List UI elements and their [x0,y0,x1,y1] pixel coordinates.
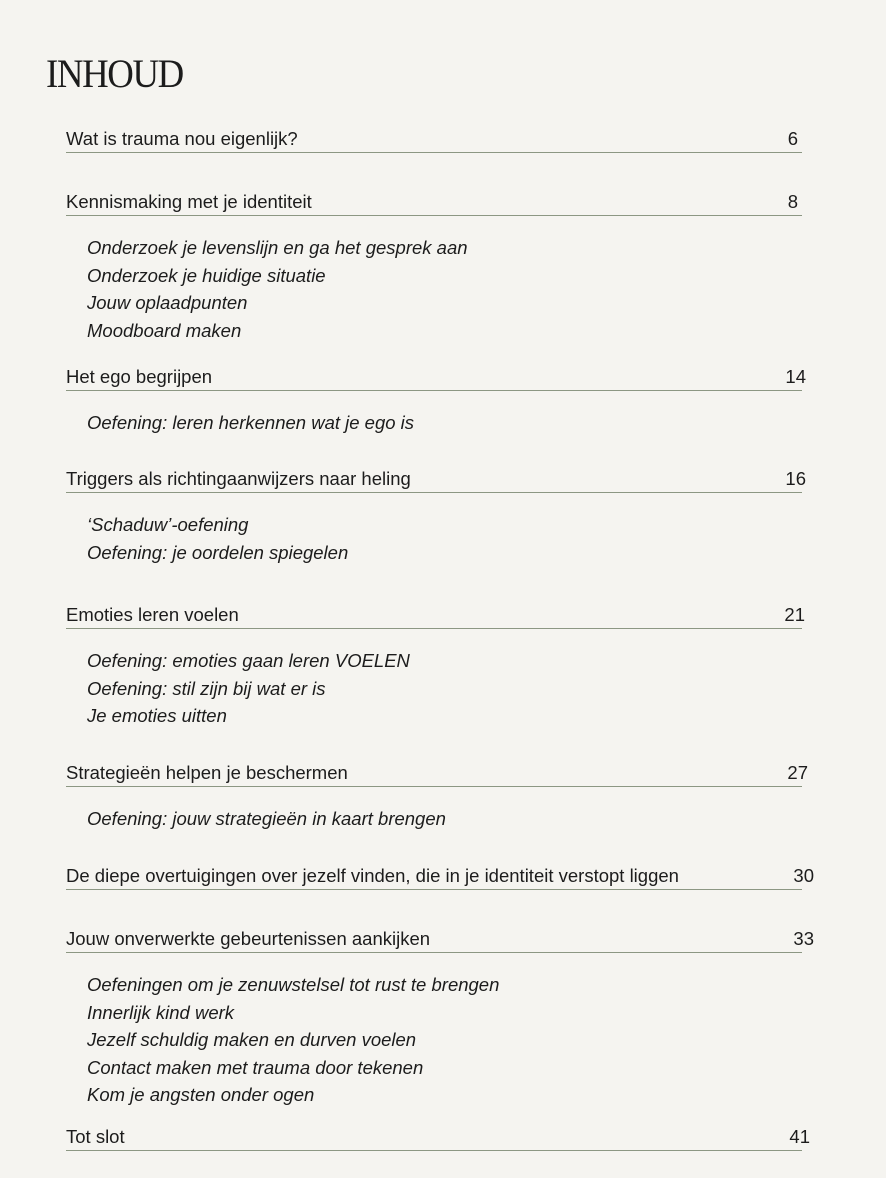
toc-section [66,1126,810,1151]
toc-section [66,928,814,1109]
toc-subentry[interactable]: Oefening: leren herkennen wat je ego is [87,412,415,433]
toc-entry-page: 16 [785,468,806,489]
toc-entry-label: Kennismaking met je identiteit [66,191,312,212]
toc-entry-label: Tot slot [66,1126,125,1147]
page-title: INHOUD [46,51,183,96]
toc-entry-page: 8 [787,191,798,212]
toc-section [66,604,805,730]
toc-subentry[interactable]: Je emoties uitten [87,705,227,726]
toc-subentries [66,511,802,566]
toc-section [66,762,808,833]
toc-section [66,128,802,153]
toc-subentry[interactable]: Oefening: je oordelen spiegelen [87,541,349,563]
toc-subentry[interactable]: Jezelf schuldig maken en durven voelen [87,1029,417,1050]
toc-subentries [66,647,802,730]
toc-entry-label: De diepe overtuigingen over jezelf vinden, die in je identiteit verstopt liggen [66,865,679,886]
toc-section [66,191,802,344]
toc-subentry[interactable]: Oefening: jouw strategieën in kaart brengen [87,808,446,829]
toc-subentry[interactable]: Kom je angsten onder ogen [87,1084,315,1105]
toc-entry-label: Strategieën helpen je beschermen [66,762,348,783]
toc-subentries [66,234,802,344]
toc-entry[interactable] [66,865,814,890]
toc-subentries [66,409,802,437]
toc-entry-page: 33 [793,928,814,949]
toc-entry[interactable] [66,468,806,493]
toc-entry-label: Emoties leren voelen [66,604,239,625]
toc-subentry[interactable]: ‘Schaduw’-oefening [87,514,249,535]
toc-subentry[interactable]: Oefening: stil zijn bij wat er is [87,677,326,699]
toc-entry-label: Wat is trauma nou eigenlijk? [66,128,298,149]
toc-entry[interactable] [66,191,802,216]
toc-entry-label: Jouw onverwerkte gebeurtenissen aankijken [66,928,431,949]
toc-entry-page: 27 [787,762,808,783]
toc-subentry[interactable]: Contact maken met trauma door tekenen [87,1056,424,1078]
toc-entry-label: Het ego begrijpen [66,366,213,387]
toc-subentry[interactable]: Oefeningen om je zenuwstelsel tot rust te brengen [87,974,500,995]
toc-section [66,366,806,437]
toc-entry[interactable] [66,1126,810,1151]
toc-entry-page: 21 [784,604,805,625]
toc-entry-label: Triggers als richtingaanwijzers naar heling [66,468,411,489]
toc-subentry[interactable]: Onderzoek je levenslijn en ga het gesprek aan [87,237,468,258]
toc-subentry[interactable]: Innerlijk kind werk [87,1001,235,1023]
toc-entry-page: 41 [789,1126,810,1147]
toc-subentry[interactable]: Onderzoek je huidige situatie [87,264,326,286]
toc-subentries [66,805,802,833]
toc-section [66,865,814,890]
toc-entry[interactable] [66,762,808,787]
toc-section [66,468,806,566]
toc-subentry[interactable]: Moodboard maken [87,319,242,341]
toc-entry-page: 6 [787,128,798,149]
toc-entry[interactable] [66,928,814,953]
toc-subentries [66,971,802,1109]
toc-entry-page: 30 [793,865,814,886]
toc-entry[interactable] [66,366,806,391]
toc-entry-page: 14 [785,366,806,387]
toc-subentry[interactable]: Jouw oplaadpunten [87,292,248,313]
toc-entry[interactable] [66,604,805,629]
toc-subentry[interactable]: Oefening: emoties gaan leren VOELEN [87,650,410,671]
toc-entry[interactable] [66,128,802,153]
